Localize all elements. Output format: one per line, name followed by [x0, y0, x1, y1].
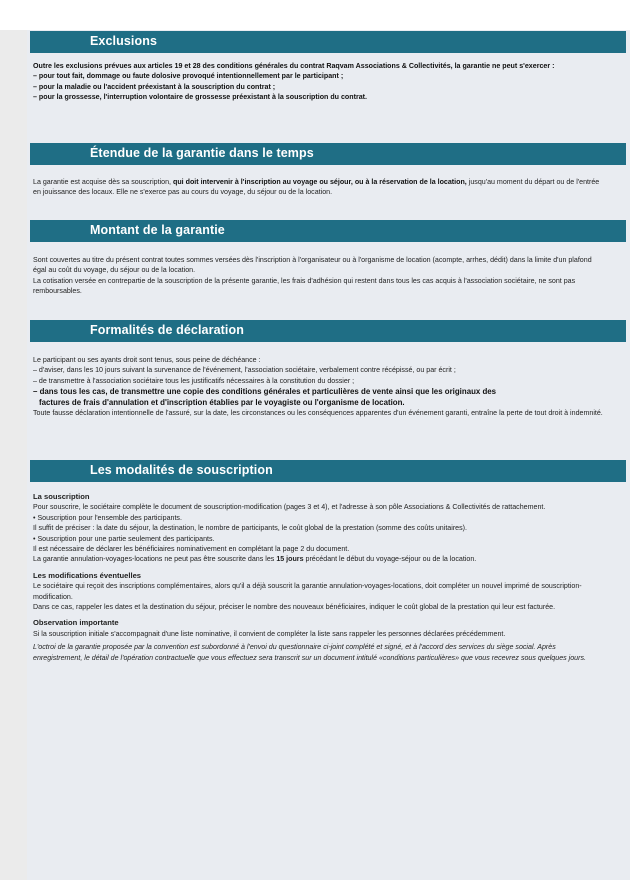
souscription-text-4: • Souscription pour une partie seulement des participants. [33, 534, 215, 543]
souscription-text-6-end: précédant le début du voyage-séjour ou de la location. [303, 555, 477, 564]
section-body-etendue [33, 177, 603, 198]
section-body-exclusions [33, 61, 603, 103]
section-header-etendue [30, 143, 626, 165]
formalites-item-2: – de transmettre à l'association sociétaire tous les justificatifs nécessaires à la constitution du dossier ; [33, 376, 355, 385]
section-body-montant [33, 255, 603, 297]
section-body-formalites [33, 355, 603, 419]
section-title-modalites: Les modalités de souscription [90, 463, 273, 477]
souscription-text-6 [33, 554, 603, 564]
observation-text-2: L'octroi de la garantie proposée par la convention est subordonné à l'envoi du questionnaire ci-joint complété et signé, et à l'accord des services du siège social. Après enregistrement, le détail de l'opération contractuelle que vous effectuez sera transcrit sur un document intitulé «conditions particulières» que vous recevrez sous quelques jours. [33, 643, 587, 662]
montant-paragraph-2: La cotisation versée en contrepartie de la souscription de la présente garantie, les frais d'adhésion qui restent dans tous les cas acquis à l'association sociétaire, ne sont pas remboursables. [33, 276, 576, 296]
souscription-text-1: Pour souscrire, le sociétaire complète le document de souscription-modification (pages 3 et 4), et l'adresse à son pôle Associations & Collectivités de rattachement. [33, 503, 546, 512]
document-page [27, 0, 630, 880]
souscription-text-3: Il suffit de préciser : la date du séjour, la destination, le nombre de participants, le coût global de la prestation (somme des coûts unitaires). [33, 524, 468, 533]
modifications-text-1: Le sociétaire qui reçoit des inscriptions complémentaires, alors qu'il a déjà souscrit la garantie annulation-voyages-locations, doit compléter un nouvel imprimé de souscription-modification. [33, 582, 582, 601]
section-header-formalites [30, 320, 626, 342]
formalites-item-1: – d'aviser, dans les 10 jours suivant la survenance de l'événement, l'association sociétaire, verbalement contre récépissé, ou par écrit ; [33, 366, 456, 375]
section-body-modalites [33, 492, 603, 663]
montant-paragraph-1: Sont couvertes au titre du présent contrat toutes sommes versées dès l'inscription à l'organisateur ou à l'organisme de location (acompte, arrhes, dédit) dans la limite d'un plafond égal au coût du voyage, du séjour ou de la location. [33, 256, 592, 275]
exclusions-item-3: – pour la grossesse, l'interruption volontaire de grossesse préexistant à la souscription du contrat. [33, 93, 367, 102]
etendue-text-bold: qui doit intervenir à l'inscription au voyage ou séjour, ou à la réservation de la location, [173, 178, 467, 186]
section-title-formalites: Formalités de déclaration [90, 323, 244, 337]
section-header-modalites [30, 460, 626, 482]
formalites-item-3-line-2: factures de frais d'annulation et d'inscription établies par le voyagiste ou l'organisme de location. [39, 398, 405, 408]
souscription-text-2: • Souscription pour l'ensemble des participants. [33, 513, 182, 522]
exclusions-item-2: – pour la maladie ou l'accident préexistant à la souscription du contrat ; [33, 82, 276, 91]
observation-text-1: Si la souscription initiale s'accompagnait d'une liste nominative, il convient de compléter la liste sans rappeler les personnes déclarées précédemment. [33, 629, 506, 638]
etendue-text-end: jusqu'au moment du départ ou de l'entrée en jouissance des locaux. Elle ne s'exerce pas au cours du voyage, du séjour ou de la location. [33, 178, 600, 197]
souscription-heading: La souscription [33, 492, 90, 501]
formalites-item-3-line-1: – dans tous les cas, de transmettre une copie des conditions générales et particulières de vente ainsi que les originaux des [33, 387, 497, 397]
etendue-paragraph [33, 177, 603, 198]
page-top-margin [0, 0, 630, 30]
souscription-text-5: Il est nécessaire de déclarer les bénéficiaires nominativement en complétant la page 2 du document. [33, 545, 350, 554]
formalites-paragraph-2: Toute fausse déclaration intentionnelle de l'assuré, sur la date, les circonstances ou les conséquences apparentes d'un événement garanti, entraîne la perte de tout droit à indemnité. [33, 409, 603, 418]
souscription-text-6-start: La garantie annulation-voyages-locations ne peut pas être souscrite dans les [33, 555, 277, 564]
section-title-montant: Montant de la garantie [90, 223, 225, 237]
section-header-montant [30, 220, 626, 242]
modifications-text-2: Dans ce cas, rappeler les dates et la destination du séjour, préciser le nombre des nouveaux bénéficiaires, indiquer le coût global de la prestation qui leur est facturée. [33, 603, 556, 612]
exclusions-item-1: – pour tout fait, dommage ou faute dolosive provoqué intentionnellement par le participant ; [33, 72, 344, 81]
modifications-heading: Les modifications éventuelles [33, 570, 142, 580]
exclusions-intro: Outre les exclusions prévues aux articles 19 et 28 des conditions générales du contrat Raqvam Associations & Collectivités, la garantie ne peut s'exercer : [33, 62, 555, 70]
section-title-exclusions: Exclusions [90, 34, 157, 48]
souscription-15-jours: 15 jours [276, 555, 304, 564]
section-title-etendue: Étendue de la garantie dans le temps [90, 146, 314, 160]
etendue-text-start: La garantie est acquise dès sa souscription, [33, 178, 173, 186]
section-header-exclusions [30, 31, 626, 53]
formalites-intro: Le participant ou ses ayants droit sont tenus, sous peine de déchéance : [33, 356, 261, 364]
observation-heading: Observation importante [33, 618, 119, 628]
